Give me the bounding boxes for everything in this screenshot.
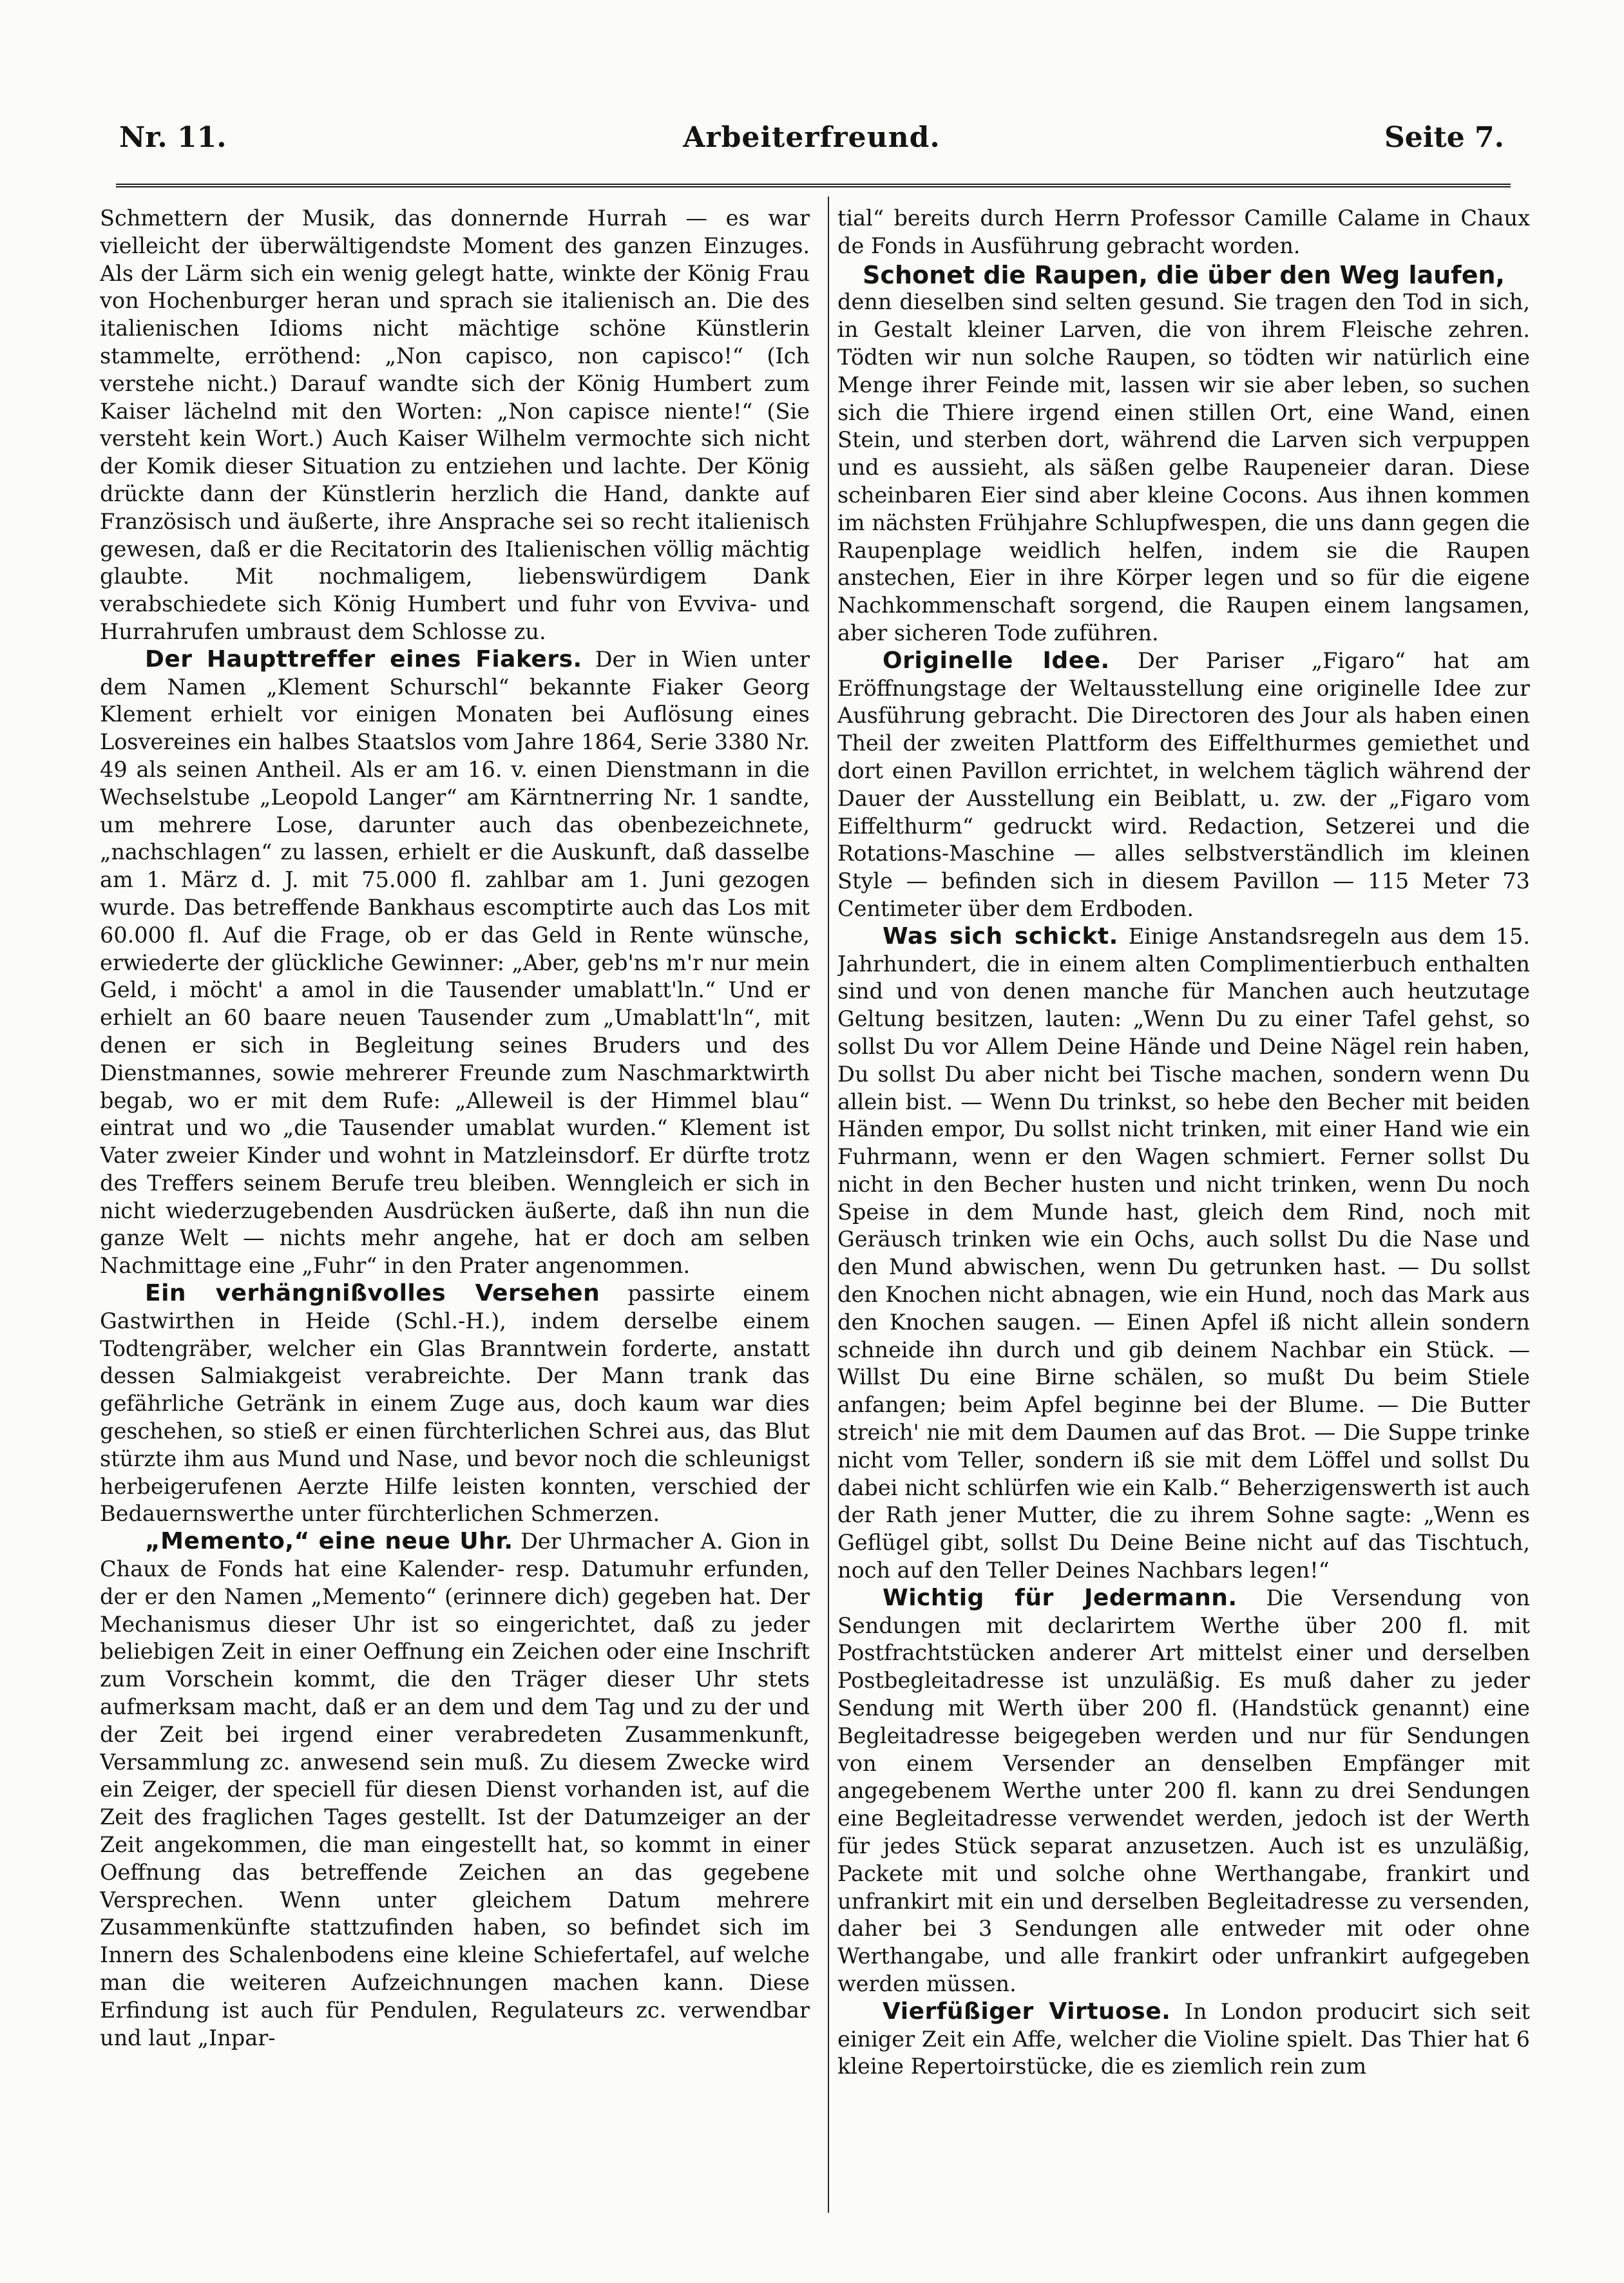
page-number: Seite 7. — [1384, 121, 1504, 154]
headline-memento: „Memento,“ eine neue Uhr. — [145, 1528, 513, 1555]
article-schickt — [837, 923, 1530, 1585]
body-memento: Der Uhrmacher A. Gion in Chaux de Fonds hat eine Kalender- resp. Datumuhr erfunden, der er den Namen „Memento“ (erinnere dich) gegeben hat. Der Mechanismus dieser Uhr ist so eingerichtet, daß zu jeder beliebigen Zeit in einer Oeffnung ein Zeichen oder eine Inschrift zum Vorschein kommt, die den Träger dieser Uhr stets aufmerksam macht, daß er an dem und dem Tag und zu der und der Zeit bei irgend einer verabredeten Zusammenkunft, Versammlung zc. anwesend sein muß. Zu diesem Zwecke wird ein Zeiger, der speciell für diesen Dienst vorhanden ist, auf die Zeit des fraglichen Tages gestellt. Ist der Datumzeiger an der Zeit angekommen, die man eingestellt hat, so kommt in einer Oeffnung das betreffende Zeichen an das gegebene Versprechen. Wenn unter gleichem Datum mehrere Zusammenkünfte stattzufinden haben, so befindet sich im Innern des Schalenbodens eine kleine Schiefertafel, auf welche man die weiteren Aufzeichnungen machen kann. Diese Erfindung ist auch für Pendulen, Regulateurs zc. verwendbar und laut „Inpar- — [100, 1529, 810, 2050]
headline-versehen: Ein verhängnißvolles Versehen — [145, 1280, 600, 1307]
headline-fiaker: Der Haupttreffer eines Fiakers. — [145, 645, 582, 673]
page-header — [119, 121, 1504, 173]
article-jedermann — [837, 1585, 1530, 1998]
masthead-title: Arbeiterfreund. — [683, 121, 941, 154]
issue-number: Nr. 11. — [119, 121, 227, 154]
body-idee: Der Pariser „Figaro“ hat am Eröffnungstage der Weltausstellung eine originelle Idee zur Ausführung gebracht. Die Directoren des Jour als haben einen Theil der zweiten Plattform des Eiffelthurmes gemiethet und dort einen Pavillon errichtet, in welchem täglich während der Dauer der Ausstellung ein Beiblatt, u. zw. der „Figaro vom Eiffelthurm“ gedruckt wird. Redaction, Setzerei und die Rotations-Maschine — alles selbstverständlich im kleinen Style — befinden sich in diesem Pavillon — 115 Meter 73 Centimeter über dem Erdboden. — [837, 647, 1530, 921]
body-schickt: Einige Anstandsregeln aus dem 15. Jahrhundert, die in einem alten Complimentierbuch enthalten sind und von denen manche für Manchen auch heutzutage Geltung besitzen, lauten: „Wenn Du zu einer Tafel gehst, so sollst Du vor Allem Deine Hände und Deine Nägel rein haben, Du sollst Du aber nicht bei Tische machen, sondern wenn Du allein bist. — Wenn Du trinkst, so hebe den Becher mit beiden Händen empor, Du sollst nicht trinken, mit einer Hand wie ein Fuhrmann, wenn er den Wagen schmiert. Ferner sollst Du nicht in den Becher husten und nicht trinken, wenn Du noch Speise in dem Munde hast, gleich dem Rind, noch mit Geräusch trinken wie ein Ochs, auch sollst Du die Nase und den Mund abwischen, wenn Du getrunken hast. — Du sollst den Knochen nicht abnagen, wie ein Hund, noch das Mark aus den Knochen saugen. — Einen Apfel iß nicht allein sondern schneide ihn durch und gib deinem Nachbar ein Stück. — Willst Du eine Birne schälen, so mußt Du beim Stiele anfangen; beim Apfel beginne bei der Blume. — Die Butter streich' nie mit dem Daumen auf das Brot. — Die Suppe trinke nicht vom Teller, sondern iß sie mit dem Löffel und sollst Du dabei nicht schlürfen wie ein Kalb.“ Beherzigenswerth ist auch der Rath jener Mutter, die zu ihrem Sohne sagte: „Wenn es Geflügel gibt, sollst Du Deine Beine nicht auf das Tischtuch, noch auf den Teller Deines Nachbars legen!“ — [837, 923, 1530, 1583]
article-idee — [837, 647, 1530, 923]
article-versehen — [100, 1280, 810, 1528]
headline-idee: Originelle Idee. — [883, 647, 1110, 674]
headline-virtuose: Vierfüßiger Virtuose. — [883, 1998, 1171, 2025]
column-divider — [828, 196, 829, 2213]
header-rule — [116, 184, 1511, 187]
article-continuation: Schmettern der Musik, das donnernde Hurrah — es war vielleicht der überwältigendste Moment des ganzen Einzuges. Als der Lärm sich ein wenig gelegt hatte, winkte der König Frau von Hochenburger heran und sprach sie italienisch an. Die des italienischen Idioms nicht mächtige schöne Künstlerin stammelte, erröthend: „Non capisco, non capisco!“ (Ich verstehe nicht.) Darauf wandte sich der König Humbert zum Kaiser lächelnd mit den Worten: „Non capisce niente!“ (Sie versteht kein Wort.) Auch Kaiser Wilhelm vermochte sich nicht der Komik dieser Situation zu entziehen und lachte. Der König drückte dann der Künstlerin herzlich die Hand, dankte auf Französisch und äußerte, ihre Ansprache sei so recht italienisch gewesen, daß er die Recitatorin des Italienischen völlig mächtig glaubte. Mit nochmaligem, liebenswürdigem Dank verabschiedete sich König Humbert und fuhr von Evviva- und Hurrahrufen umbraust dem Schlosse zu. — [100, 205, 810, 644]
body-virtuose: In London producirt sich seit einiger Zeit ein Affe, welcher die Violine spielt. Das Thier hat 6 kleine Repertoirstücke, die es ziemlich rein zum — [837, 1998, 1530, 2079]
body-versehen: passirte einem Gastwirthen in Heide (Schl.-H.), indem derselbe einem Todtengräber, welcher ein Glas Branntwein forderte, anstatt dessen Salmiakgeist verabreichte. Der Mann trank das gefährliche Getränk in einem Zuge aus, doch kaum war dies geschehen, so stieß er einen fürchterlichen Schrei aus, das Blut stürzte ihm aus Mund und Nase, und bevor noch die schleunigst herbeigerufenen Aerzte Hilfe leisten konnten, verschied der Bedauernswerthe unter fürchterlichen Schmerzen. — [100, 1281, 810, 1527]
left-column — [100, 205, 810, 2208]
headline-schickt: Was sich schickt. — [883, 922, 1118, 950]
body-raupen: denn dieselben sind selten gesund. Sie tragen den Tod in sich, in Gestalt kleiner Larven, die von ihrem Fleische zehren. Tödten wir nun solche Raupen, so tödten wir natürlich eine Menge ihrer Feinde mit, lassen wir sie aber leben, so suchen sich die Thiere irgend einen stillen Ort, eine Wand, einen Stein, und sterben dort, während die Larven sich verpuppen und es aussieht, als säßen gelbe Raupeneier daran. Diese scheinbaren Eier sind aber kleine Cocons. Aus ihnen kommen im nächsten Frühjahre Schlupfwespen, die uns dann gegen die Raupenplage weidlich helfen, indem sie die Raupen anstechen, Eier in ihre Körper legen und so für die eigene Nachkommenschaft sorgend, die Raupen einem langsamen, aber sicheren Tode zuführen. — [837, 289, 1530, 645]
article-memento-end: tial“ bereits durch Herrn Professor Camille Calame in Chaux de Fonds in Ausführung gebracht worden. — [837, 205, 1530, 258]
body-fiaker: Der in Wien unter dem Namen „Klement Schurschl“ bekannte Fiaker Georg Klement erhielt vor einigen Monaten bei Auflösung eines Losvereines ein halbes Staatslos vom Jahre 1864, Serie 3380 Nr. 49 als seinen Antheil. Als er am 16. v. einen Dienstmann in die Wechselstube „Leopold Langer“ am Kärntnerring Nr. 1 sandte, um mehrere Lose, darunter auch das obenbezeichnete, „nachschlagen“ zu lassen, erhielt er die Auskunft, daß dasselbe am 1. März d. J. mit 75.000 fl. zahlbar am 1. Juni gezogen wurde. Das betreffende Bankhaus escomptirte auch das Los mit 60.000 fl. Auf die Frage, ob er das Geld in Rente wünsche, erwiederte der glückliche Gewinner: „Aber, geb'ns m'r nur mein Geld, i möcht' a amol in die Tausender umablatt'ln.“ Und er erhielt an 60 baare neuen Tausender zum „Umablatt'ln“, mit denen er sich in Begleitung seines Bruders und des Dienstmannes, sowie mehrerer Freunde zum Naschmarktwirth begab, wo er mit dem Rufe: „Alleweil is der Himmel blau“ eintrat und wo „die Tausender umablat wurden.“ Klement ist Vater zweier Kinder und wohnt in Matzleinsdorf. Er dürfte trotz des Treffers seinem Berufe treu bleiben. Wenngleich er sich in nicht wiederzugebenden Ausdrücken äußerte, daß ihn nun die ganze Welt — nichts mehr angehe, hat er doch am selben Nachmittage eine „Fuhr“ in den Prater angenommen. — [100, 646, 810, 1279]
article-fiaker — [100, 646, 810, 1280]
headline-jedermann: Wichtig für Jedermann. — [883, 1584, 1237, 1611]
article-virtuose — [837, 1998, 1530, 2081]
article-memento — [100, 1528, 810, 2052]
headline-raupen: Schonet die Raupen, die über den Weg laufen, — [863, 260, 1505, 289]
body-jedermann: Die Versendung von Sendungen mit declarirtem Werthe über 200 fl. mit Postfrachtstücken anderer Art mittelst einer und derselben Postbegleitadresse ist unzuläßig. Es muß daher zu jeder Sendung mit Werth über 200 fl. (Handstück genannt) eine Begleitadresse beigegeben werden und nur für Sendungen von einem Versender an denselben Empfänger mit angegebenem Werthe unter 200 fl. kann zu drei Sendungen eine Begleitadresse verwendet werden, jedoch ist der Werth für jedes Stück separat anzusetzen. Auch ist es unzuläßig, Packete mit und solche ohne Werthangabe, frankirt und unfrankirt mit ein und derselben Begleitadresse zu versenden, daher bei 3 Sendungen alle entweder mit oder ohne Werthangabe, und alle frankirt oder unfrankirt aufgegeben werden müssen. — [837, 1585, 1530, 1996]
right-column — [837, 205, 1530, 2208]
